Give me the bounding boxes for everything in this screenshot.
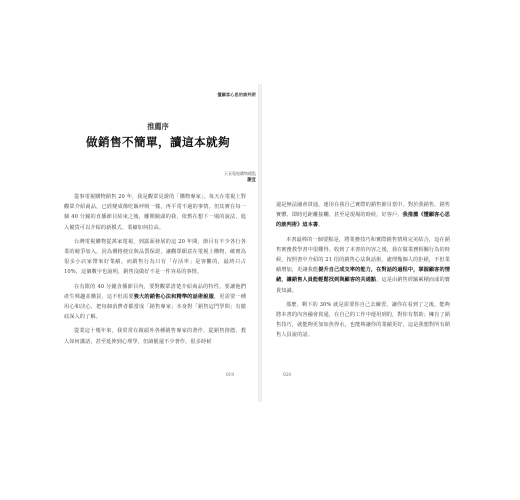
text-run: 。: [318, 222, 324, 229]
left-paragraph-1: 從事電視購物銷售 20 年，我是觀眾見證的「購物專家」。每天在電視上對觀眾介紹商品，已經變成像吃飯呼吸一樣，再平常不過的事情。但其實在每一個 40 分鐘的直播節目結束之後，離開鏡頭的我，依舊在想下一場的說法，進入備貨可以介紹的新模式，業績如何拉高。: [64, 194, 246, 231]
text-run: 本書最棒的一個要點是，將業務技巧和實際銷售情境完美結合，這在銷售實務教學書中很難得。收到了本書的內容之後，我在做業務相關行為的時候，按照書中介紹的 21 招的銷售心法與話術，處理幾個人的拒絕，不但業績增加，更讓我能: [276, 236, 450, 274]
page-number-right: 020: [283, 372, 291, 377]
left-body-text: [64, 192, 246, 347]
page-number-left: 019: [226, 372, 234, 377]
bold-phrase: 強大的銷售心法和精準的話術說服: [133, 293, 214, 300]
text-run: 在有限的 40 分鐘直播節目內，要對觀眾清楚介紹商品的特性，要讓他們產生興趣並購買，這不但需要: [64, 283, 246, 300]
left-paragraph-2: 台灣電視購物從萬家電視，到露面發展的這 20 年間，節目有不少各行各業的競爭加入，因為價格便宜與品質保證，讓觀眾願意在電視上購物，確實為很多小店家帶來好業績。而銷售行為只有「存活率」是客觀的，最終只占 10%，這個數字也說明，銷售沒做好不是一件容易的事情。: [64, 238, 246, 276]
bold-phrase: 提升自己成交率的能力，在對話的過程中，掌握顧客的情緒，讓銷售人員能輕鬆找到與顧客的共通點: [276, 267, 450, 284]
left-paragraph-3: [64, 282, 246, 323]
running-head: 懂顧客心思的談判術: [217, 92, 256, 97]
text-run: ，這是由銷售經驗累積而成的寶貴知識。: [276, 277, 450, 294]
right-body-text: [276, 200, 450, 341]
left-paragraph-4: 從業這十幾年來，我常常在鏡頭外各種銷售專家的著作，從銷售推薦、教人如何講話，甚至延伸到心理學，但讀罷還不少著作，很多時候: [64, 328, 246, 345]
right-paragraph-3: 那麼，剩下的 30% 就是需要你自己去練習。讓你在看到了之後，能夠將本書的內容融會貫通，在自己的工作中運用到的，對你有幫助；擁有了銷售技巧，就能夠更加如魚得水，也能夠讓你的業績更好，這是我想對所有銷售人員說的話。: [276, 301, 450, 339]
bold-phrase: 我推薦《懂顧客心思的談判術》這本書: [276, 212, 450, 229]
text-run: ，更需要一種用心和決心，把每個消費者都當成「銷售專家」本身對「銷售這門學問」有徹底深入的了解。: [64, 293, 246, 321]
text-run: 還是無法融會貫通，運用在我自己實際的銷售節目當中。對於我銷售，銷售實體、即時近距離接觸，甚至是現場的時候，好客戶。: [276, 202, 450, 219]
preface-title: 做銷售不簡單，讀這本就夠: [86, 135, 230, 149]
author-affiliation: 天長電視購物總監: [224, 171, 256, 176]
preface-kicker: 推薦序: [147, 122, 169, 131]
author-name: 謝宜: [247, 178, 256, 183]
right-paragraph-1: [276, 200, 450, 231]
right-paragraph-2: [276, 235, 450, 296]
